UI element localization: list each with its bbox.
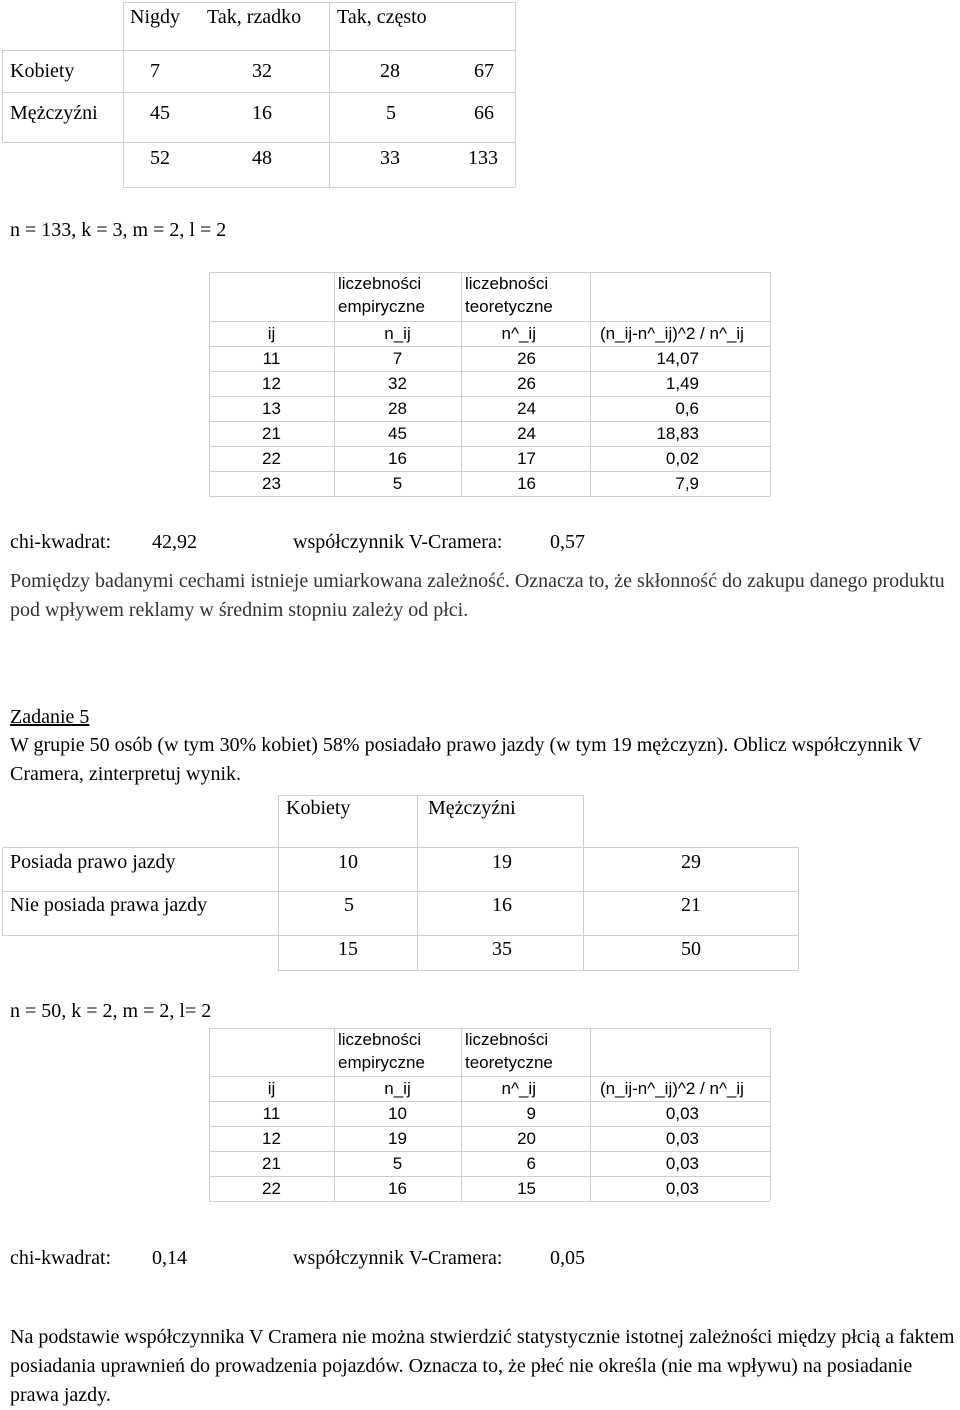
cell-index: 23 xyxy=(262,474,281,493)
table-cell: 0,6 xyxy=(675,399,699,418)
col-header-nij: n_ij xyxy=(384,1079,411,1098)
header-tak-czesto: Tak, często xyxy=(337,6,427,28)
table-cell: 45 xyxy=(388,424,407,443)
table-cell: 19 xyxy=(492,851,512,873)
table-cell: 10 xyxy=(338,851,358,873)
table-cell: 29 xyxy=(681,851,701,873)
col-header-chi-term: (n_ij-n^_ij)^2 / n^_ij xyxy=(600,324,744,343)
table-cell: 18,83 xyxy=(656,424,699,443)
table-cell: 21 xyxy=(681,894,701,916)
chi-square-value: 42,92 xyxy=(152,531,197,553)
table-cell: 19 xyxy=(388,1129,407,1148)
header-mezczyzni: Mężczyźni xyxy=(428,797,516,819)
col-header-nhat: n^_ij xyxy=(501,1079,536,1098)
table-cell: 7 xyxy=(392,349,403,368)
col-header-nij: n_ij xyxy=(384,324,411,343)
task-text: W grupie 50 osób (w tym 30% kobiet) 58% posiadało prawo jazdy (w tym 19 mężczyzn). Oblicz współczynnik V Cramera, zinterpretuj wynik. xyxy=(10,734,922,785)
table-cell: 66 xyxy=(474,102,494,124)
table-cell: 28 xyxy=(388,399,407,418)
table-cell: 45 xyxy=(150,102,170,124)
row-label-posiada: Posiada prawo jazdy xyxy=(10,851,176,873)
row-label-nie-posiada: Nie posiada prawa jazdy xyxy=(10,894,208,916)
table-cell: 48 xyxy=(252,147,272,169)
cramer-v-value: 0,57 xyxy=(550,531,585,553)
chi-square-value: 0,14 xyxy=(152,1247,187,1269)
row-label-kobiety: Kobiety xyxy=(10,60,75,82)
cramer-v-value: 0,05 xyxy=(550,1247,585,1269)
cell-index: 21 xyxy=(262,424,281,443)
header-theoretical-1: liczebności xyxy=(465,274,549,293)
table-cell: 67 xyxy=(474,60,494,82)
header-nigdy: Nigdy xyxy=(130,6,180,28)
table-cell: 52 xyxy=(150,147,170,169)
col-header-ij: ij xyxy=(267,1079,276,1098)
table-cell: 26 xyxy=(517,374,536,393)
header-kobiety: Kobiety xyxy=(286,797,351,819)
table-cell: 5 xyxy=(344,894,354,916)
table-cell: 32 xyxy=(388,374,407,393)
col-header-chi-term: (n_ij-n^_ij)^2 / n^_ij xyxy=(600,1079,744,1098)
table-cell: 16 xyxy=(517,474,536,493)
table-cell: 50 xyxy=(681,938,701,960)
header-empirical-2: empiryczne xyxy=(338,297,425,316)
parameters-line-2: n = 50, k = 2, m = 2, l= 2 xyxy=(10,1000,212,1022)
table-cell: 15 xyxy=(338,938,358,960)
cell-index: 13 xyxy=(262,399,281,418)
table-cell: 33 xyxy=(380,147,400,169)
chi-square-label: chi-kwadrat: xyxy=(10,531,112,553)
cell-index: 22 xyxy=(262,449,281,468)
col-header-ij: ij xyxy=(267,324,276,343)
header-theoretical-2: teoretyczne xyxy=(465,1053,553,1072)
table-cell: 0,03 xyxy=(665,1179,699,1198)
table-cell: 6 xyxy=(526,1154,536,1173)
table-cell: 16 xyxy=(388,449,407,468)
table-cell: 32 xyxy=(252,60,272,82)
header-theoretical-1: liczebności xyxy=(465,1030,549,1049)
cell-index: 12 xyxy=(262,374,281,393)
header-empirical-2: empiryczne xyxy=(338,1053,425,1072)
row-label-mezczyzni: Mężczyźni xyxy=(10,102,98,124)
table-cell: 24 xyxy=(517,399,536,418)
cell-index: 11 xyxy=(262,1104,281,1123)
table-cell: 0,02 xyxy=(665,449,699,468)
header-tak-rzadko: Tak, rzadko xyxy=(207,6,302,28)
table-cell: 16 xyxy=(388,1179,407,1198)
table-cell: 5 xyxy=(392,1154,403,1173)
chi-square-label: chi-kwadrat: xyxy=(10,1247,112,1269)
table-cell: 0,03 xyxy=(665,1129,699,1148)
table-cell: 16 xyxy=(252,102,272,124)
table-cell: 24 xyxy=(517,424,536,443)
header-theoretical-2: teoretyczne xyxy=(465,297,553,316)
cell-index: 12 xyxy=(262,1129,281,1148)
header-empirical-1: liczebności xyxy=(338,274,422,293)
table-cell: 9 xyxy=(526,1104,536,1123)
conclusion-paragraph-2: Na podstawie współczynnika V Cramera nie można stwierdzić statystycznie istotnej zależności między płcią a faktem posiadania uprawnień do prowadzenia pojazdów. Oznacza to, że płeć nie określa (nie ma wpływu) na posiadanie prawa jazdy. xyxy=(10,1326,955,1406)
table-cell: 14,07 xyxy=(656,349,699,368)
table-cell: 7 xyxy=(150,60,160,82)
cell-index: 11 xyxy=(262,349,281,368)
header-empirical-1: liczebności xyxy=(338,1030,422,1049)
conclusion-paragraph-1: Pomiędzy badanymi cechami istnieje umiarkowana zależność. Oznacza to, że skłonność do zakupu danego produktu pod wpływem reklamy w średnim stopniu zależy od płci. xyxy=(10,570,945,621)
table-cell: 17 xyxy=(517,449,536,468)
table-cell: 15 xyxy=(517,1179,536,1198)
table-cell: 10 xyxy=(388,1104,407,1123)
table-cell: 0,03 xyxy=(665,1104,699,1123)
table-cell: 7,9 xyxy=(675,474,699,493)
table-cell: 26 xyxy=(517,349,536,368)
cell-index: 21 xyxy=(262,1154,281,1173)
table-cell: 16 xyxy=(492,894,512,916)
table-cell: 28 xyxy=(380,60,400,82)
table-cell: 0,03 xyxy=(665,1154,699,1173)
table-cell: 1,49 xyxy=(665,374,699,393)
table-cell: 5 xyxy=(392,474,403,493)
table-cell: 5 xyxy=(386,102,396,124)
cramer-v-label: współczynnik V-Cramera: xyxy=(293,1247,503,1269)
cell-index: 22 xyxy=(262,1179,281,1198)
table-cell: 20 xyxy=(517,1129,536,1148)
task-title: Zadanie 5 xyxy=(10,706,90,728)
col-header-nhat: n^_ij xyxy=(501,324,536,343)
cramer-v-label: współczynnik V-Cramera: xyxy=(293,531,503,553)
parameters-line-1: n = 133, k = 3, m = 2, l = 2 xyxy=(10,219,227,241)
table-cell: 133 xyxy=(468,147,498,169)
table-cell: 35 xyxy=(492,938,512,960)
